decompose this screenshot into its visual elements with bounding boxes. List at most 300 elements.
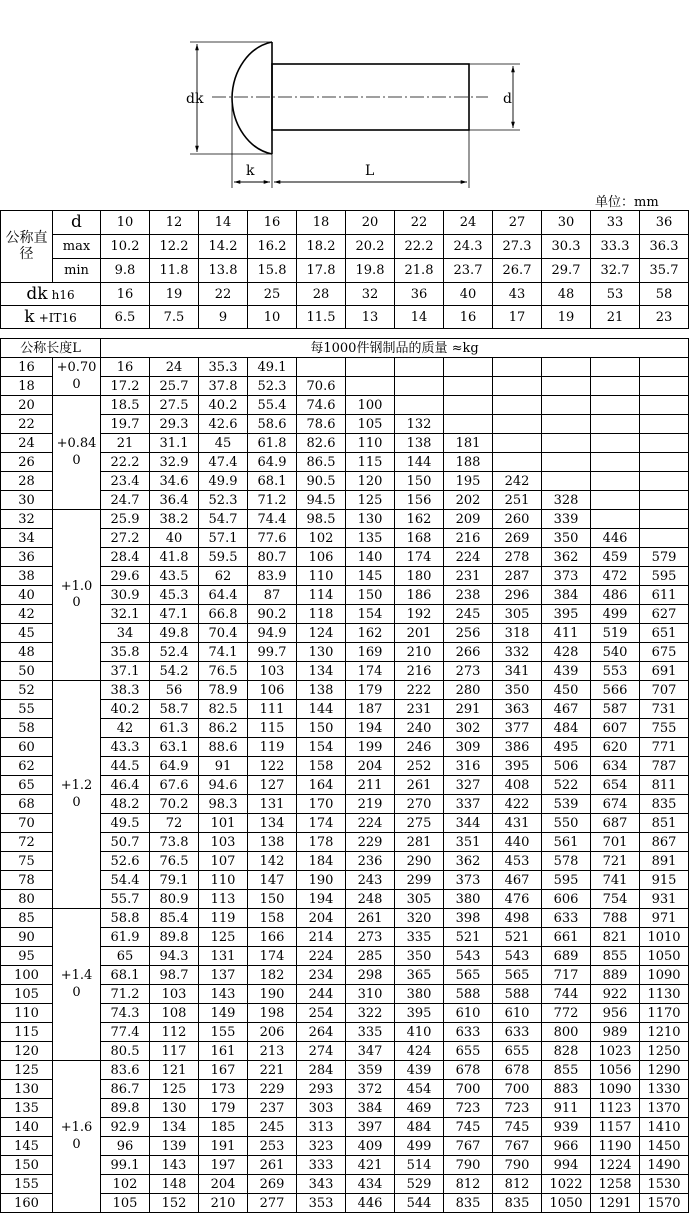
k-cell: 23	[640, 306, 689, 329]
mass-cell: 92.9	[101, 1118, 150, 1137]
mass-row	[1, 491, 689, 510]
mass-cell: 76.5	[199, 662, 248, 681]
mass-cell: 723	[493, 1099, 542, 1118]
mass-cell: 73.8	[150, 833, 199, 852]
mass-row	[1, 472, 689, 491]
min-cell: 23.7	[444, 259, 493, 283]
mass-cell: 1022	[542, 1175, 591, 1194]
mass-cell: 772	[542, 1004, 591, 1023]
length-cell: 95	[1, 947, 53, 966]
mass-cell: 499	[591, 605, 640, 624]
mass-cell: 654	[591, 776, 640, 795]
mass-cell: 264	[297, 1023, 346, 1042]
mass-cell: 127	[248, 776, 297, 795]
mass-cell: 291	[444, 700, 493, 719]
mass-cell: 280	[444, 681, 493, 700]
unit-label: 单位：mm	[595, 195, 659, 210]
mass-cell: 134	[248, 814, 297, 833]
mass-cell: 49.5	[101, 814, 150, 833]
mass-cell: 124	[297, 624, 346, 643]
mass-cell: 372	[346, 1080, 395, 1099]
row-max	[1, 235, 689, 259]
mass-row	[1, 738, 689, 757]
tolerance-line: 0	[72, 794, 81, 810]
d-label: d	[503, 91, 512, 107]
mass-cell: 144	[395, 453, 444, 472]
length-cell: 40	[1, 586, 53, 605]
mass-cell: 723	[444, 1099, 493, 1118]
mass-cell: 310	[346, 985, 395, 1004]
mass-cell: 633	[493, 1023, 542, 1042]
d-cell: 18	[297, 211, 346, 235]
mass-cell: 54.7	[199, 510, 248, 529]
mass-cell	[395, 358, 444, 377]
mass-cell: 117	[150, 1042, 199, 1061]
mass-cell: 544	[395, 1194, 444, 1213]
mass-row	[1, 1004, 689, 1023]
mass-row	[1, 643, 689, 662]
mass-cell: 213	[248, 1042, 297, 1061]
mass-row	[1, 1156, 689, 1175]
dk-cell: 22	[199, 283, 248, 306]
mass-cell: 244	[297, 985, 346, 1004]
mass-cell: 138	[297, 681, 346, 700]
mass-cell: 17.2	[101, 377, 150, 396]
mass-cell: 98.7	[150, 966, 199, 985]
mass-cell: 351	[444, 833, 493, 852]
mass-cell: 434	[346, 1175, 395, 1194]
d-cell: 36	[640, 211, 689, 235]
mass-cell: 285	[346, 947, 395, 966]
mass-cell: 143	[150, 1156, 199, 1175]
mass-cell: 100	[346, 396, 395, 415]
length-cell: 48	[1, 643, 53, 662]
mass-cell: 140	[346, 548, 395, 567]
max-cell: 18.2	[297, 235, 346, 259]
tolerance-line: 0	[72, 452, 81, 468]
mass-cell: 595	[640, 567, 689, 586]
mass-cell: 144	[297, 700, 346, 719]
mass-cell: 82.5	[199, 700, 248, 719]
mass-cell: 161	[199, 1042, 248, 1061]
mass-cell: 253	[248, 1137, 297, 1156]
mass-cell: 633	[542, 909, 591, 928]
length-tolerance-cell	[53, 510, 101, 681]
mass-cell: 243	[346, 871, 395, 890]
mass-cell: 353	[297, 1194, 346, 1213]
d-cell: 22	[395, 211, 444, 235]
dk-header	[1, 283, 101, 306]
mass-cell: 691	[640, 662, 689, 681]
length-cell: 24	[1, 434, 53, 453]
k-cell: 11.5	[297, 306, 346, 329]
mass-cell: 209	[444, 510, 493, 529]
mass-cell: 41.8	[150, 548, 199, 567]
dk-tolerance: h16	[51, 287, 75, 302]
mass-cell	[640, 377, 689, 396]
mass-cell: 595	[542, 871, 591, 890]
mass-cell: 152	[150, 1194, 199, 1213]
length-cell: 58	[1, 719, 53, 738]
mass-cell	[640, 529, 689, 548]
length-cell: 45	[1, 624, 53, 643]
length-cell: 115	[1, 1023, 53, 1042]
mass-cell: 90.2	[248, 605, 297, 624]
mass-cell: 197	[199, 1156, 248, 1175]
dk-cell: 58	[640, 283, 689, 306]
mass-cell: 58.7	[150, 700, 199, 719]
tolerance-line: +1.2	[60, 778, 93, 794]
mass-cell: 22.2	[101, 453, 150, 472]
mass-cell: 269	[248, 1175, 297, 1194]
mass-cell: 55.4	[248, 396, 297, 415]
dk-cell: 16	[101, 283, 150, 306]
mass-cell: 66.8	[199, 605, 248, 624]
mass-cell: 74.1	[199, 643, 248, 662]
mass-cell: 486	[591, 586, 640, 605]
nominal-diameter-header: 公称直径	[1, 211, 53, 283]
mass-cell: 237	[248, 1099, 297, 1118]
mass-cell: 1250	[640, 1042, 689, 1061]
mass-cell: 130	[346, 510, 395, 529]
length-cell: 100	[1, 966, 53, 985]
d-cell: 10	[101, 211, 150, 235]
mass-cell: 634	[591, 757, 640, 776]
d-cell: 20	[346, 211, 395, 235]
k-label: k	[246, 163, 255, 179]
mass-cell: 210	[199, 1194, 248, 1213]
tolerance-line: +0.70	[56, 360, 97, 376]
mass-cell: 620	[591, 738, 640, 757]
mass-cell: 521	[444, 928, 493, 947]
mass-cell: 377	[493, 719, 542, 738]
d-header: d	[53, 211, 101, 235]
mass-cell: 678	[493, 1061, 542, 1080]
mass-row	[1, 681, 689, 700]
mass-cell: 29.6	[101, 567, 150, 586]
mass-cell: 261	[395, 776, 444, 795]
mass-cell: 1010	[640, 928, 689, 947]
mass-cell: 611	[640, 586, 689, 605]
mass-cell: 43.5	[150, 567, 199, 586]
tolerance-line: +0.84	[56, 436, 97, 452]
mass-cell: 467	[493, 871, 542, 890]
mass-cell: 755	[640, 719, 689, 738]
mass-cell: 700	[444, 1080, 493, 1099]
mass-cell: 519	[591, 624, 640, 643]
mass-cell: 67.6	[150, 776, 199, 795]
row-k	[1, 306, 689, 329]
mass-cell: 132	[395, 415, 444, 434]
mass-cell: 293	[297, 1080, 346, 1099]
mass-cell: 187	[346, 700, 395, 719]
mass-cell: 380	[444, 890, 493, 909]
mass-cell: 186	[395, 586, 444, 605]
length-cell: 120	[1, 1042, 53, 1061]
mass-cell	[395, 396, 444, 415]
mass-cell: 77.6	[248, 529, 297, 548]
max-cell: 12.2	[150, 235, 199, 259]
max-cell: 22.2	[395, 235, 444, 259]
mass-cell: 506	[542, 757, 591, 776]
mass-cell: 32.9	[150, 453, 199, 472]
length-cell: 85	[1, 909, 53, 928]
k-cell: 17	[493, 306, 542, 329]
mass-row	[1, 814, 689, 833]
mass-cell: 52.3	[199, 491, 248, 510]
max-cell: 36.3	[640, 235, 689, 259]
mass-cell	[591, 472, 640, 491]
mass-cell: 64.9	[248, 453, 297, 472]
mass-cell: 155	[199, 1023, 248, 1042]
mass-cell	[640, 396, 689, 415]
mass-cell: 687	[591, 814, 640, 833]
dk-cell: 36	[395, 283, 444, 306]
length-header: 公称长度L	[1, 339, 101, 358]
length-cell: 65	[1, 776, 53, 795]
mass-cell: 260	[493, 510, 542, 529]
mass-cell: 52.4	[150, 643, 199, 662]
d-cell: 14	[199, 211, 248, 235]
mass-cell: 439	[542, 662, 591, 681]
mass-cell: 855	[542, 1061, 591, 1080]
mass-cell: 521	[493, 928, 542, 947]
mass-cell: 71.2	[101, 985, 150, 1004]
mass-cell	[346, 358, 395, 377]
mass-cell: 422	[493, 795, 542, 814]
mass-cell: 43.3	[101, 738, 150, 757]
mass-cell: 40.2	[101, 700, 150, 719]
dk-cell: 48	[542, 283, 591, 306]
mass-cell: 281	[395, 833, 444, 852]
mass-cell: 1410	[640, 1118, 689, 1137]
mass-cell: 77.4	[101, 1023, 150, 1042]
mass-cell: 439	[395, 1061, 444, 1080]
mass-cell: 1290	[640, 1061, 689, 1080]
mass-cell: 731	[640, 700, 689, 719]
mass-cell: 154	[346, 605, 395, 624]
length-cell: 62	[1, 757, 53, 776]
mass-cell: 363	[493, 700, 542, 719]
mass-cell: 64.4	[199, 586, 248, 605]
mass-cell: 49.9	[199, 472, 248, 491]
length-cell: 78	[1, 871, 53, 890]
mass-cell: 229	[248, 1080, 297, 1099]
mass-cell: 42	[101, 719, 150, 738]
mass-cell: 134	[297, 662, 346, 681]
mass-cell: 62	[199, 567, 248, 586]
mass-row	[1, 1061, 689, 1080]
mass-cell: 102	[101, 1175, 150, 1194]
mass-cell: 922	[591, 985, 640, 1004]
mass-row	[1, 434, 689, 453]
mass-cell: 40	[150, 529, 199, 548]
mass-cell: 19.7	[101, 415, 150, 434]
mass-cell: 800	[542, 1023, 591, 1042]
d-cell: 16	[248, 211, 297, 235]
max-cell: 14.2	[199, 235, 248, 259]
dk-cell: 25	[248, 283, 297, 306]
mass-cell	[591, 434, 640, 453]
max-cell: 24.3	[444, 235, 493, 259]
mass-cell: 112	[150, 1023, 199, 1042]
k-cell: 9	[199, 306, 248, 329]
tolerance-line: +1.4	[60, 968, 93, 984]
mass-cell	[640, 472, 689, 491]
mass-cell: 767	[493, 1137, 542, 1156]
mass-cell: 274	[297, 1042, 346, 1061]
dk-cell: 19	[150, 283, 199, 306]
mass-cell: 50.7	[101, 833, 150, 852]
mass-cell: 380	[395, 985, 444, 1004]
mass-cell: 655	[493, 1042, 542, 1061]
length-cell: 68	[1, 795, 53, 814]
mass-cell: 347	[346, 1042, 395, 1061]
mass-cell	[591, 358, 640, 377]
k-cell: 16	[444, 306, 493, 329]
mass-cell	[591, 453, 640, 472]
max-cell: 30.3	[542, 235, 591, 259]
mass-cell: 82.6	[297, 434, 346, 453]
mass-cell: 395	[542, 605, 591, 624]
mass-cell	[591, 396, 640, 415]
mass-cell: 655	[444, 1042, 493, 1061]
d-cell: 12	[150, 211, 199, 235]
mass-row	[1, 795, 689, 814]
mass-cell: 182	[248, 966, 297, 985]
mass-cell: 812	[444, 1175, 493, 1194]
mass-cell: 395	[493, 757, 542, 776]
mass-row	[1, 719, 689, 738]
mass-cell: 86.2	[199, 719, 248, 738]
mass-cell: 889	[591, 966, 640, 985]
mass-cell: 185	[199, 1118, 248, 1137]
mass-cell: 408	[493, 776, 542, 795]
min-cell: 21.8	[395, 259, 444, 283]
mass-cell: 202	[444, 491, 493, 510]
mass-cell: 578	[542, 852, 591, 871]
mass-row	[1, 586, 689, 605]
mass-cell: 328	[542, 491, 591, 510]
length-cell: 50	[1, 662, 53, 681]
mass-cell: 115	[248, 719, 297, 738]
length-cell: 34	[1, 529, 53, 548]
mass-cell: 1050	[542, 1194, 591, 1213]
mass-cell: 184	[297, 852, 346, 871]
mass-cell	[542, 472, 591, 491]
mass-cell: 211	[346, 776, 395, 795]
mass-cell: 305	[493, 605, 542, 624]
k-symbol: k	[24, 306, 35, 327]
tolerance-line: +1.0	[60, 578, 93, 594]
mass-cell: 88.6	[199, 738, 248, 757]
mass-cell	[591, 491, 640, 510]
mass-cell: 80.7	[248, 548, 297, 567]
mass-cell: 1370	[640, 1099, 689, 1118]
mass-cell	[542, 358, 591, 377]
mass-cell: 256	[444, 624, 493, 643]
mass-cell: 111	[248, 700, 297, 719]
mass-cell: 206	[248, 1023, 297, 1042]
k-cell: 21	[591, 306, 640, 329]
mass-cell: 446	[346, 1194, 395, 1213]
mass-row	[1, 396, 689, 415]
rivet-head-outline	[232, 42, 272, 154]
mass-cell: 335	[395, 928, 444, 947]
mass-cell: 454	[395, 1080, 444, 1099]
mass-cell: 298	[346, 966, 395, 985]
mass-cell: 318	[493, 624, 542, 643]
mass-row	[1, 947, 689, 966]
mass-cell: 216	[395, 662, 444, 681]
mass-cell: 83.6	[101, 1061, 150, 1080]
mass-cell: 971	[640, 909, 689, 928]
mass-cell	[395, 377, 444, 396]
mass-cell: 561	[542, 833, 591, 852]
mass-cell: 254	[297, 1004, 346, 1023]
mass-cell: 87	[248, 586, 297, 605]
mass-cell: 130	[297, 643, 346, 662]
mass-cell: 167	[199, 1061, 248, 1080]
mass-row	[1, 700, 689, 719]
mass-cell	[297, 358, 346, 377]
mass-cell: 45	[199, 434, 248, 453]
mass-cell: 811	[640, 776, 689, 795]
mass-cell: 994	[542, 1156, 591, 1175]
mass-row	[1, 852, 689, 871]
mass-cell: 54.4	[101, 871, 150, 890]
mass-cell: 56	[150, 681, 199, 700]
mass-cell: 32.1	[101, 605, 150, 624]
length-cell: 32	[1, 510, 53, 529]
mass-cell: 543	[493, 947, 542, 966]
mass-cell	[542, 415, 591, 434]
mass-cell: 299	[395, 871, 444, 890]
mass-cell: 303	[297, 1099, 346, 1118]
mass-cell: 106	[248, 681, 297, 700]
mass-cell: 94.3	[150, 947, 199, 966]
mass-cell	[591, 510, 640, 529]
mass-cell: 61.9	[101, 928, 150, 947]
mass-cell: 384	[542, 586, 591, 605]
mass-cell: 395	[395, 1004, 444, 1023]
mass-cell: 131	[248, 795, 297, 814]
mass-cell: 119	[248, 738, 297, 757]
mass-cell: 261	[346, 909, 395, 928]
length-tolerance-cell	[53, 681, 101, 909]
mass-cell: 1530	[640, 1175, 689, 1194]
length-cell: 26	[1, 453, 53, 472]
mass-cell: 148	[150, 1175, 199, 1194]
mass-cell: 248	[346, 890, 395, 909]
min-cell: 17.8	[297, 259, 346, 283]
mass-cell: 309	[444, 738, 493, 757]
mass-cell: 86.7	[101, 1080, 150, 1099]
mass-cell: 65	[101, 947, 150, 966]
mass-cell: 790	[493, 1156, 542, 1175]
mass-cell	[640, 358, 689, 377]
tolerance-line: 0	[72, 1136, 81, 1152]
mass-cell: 28.4	[101, 548, 150, 567]
mass-cell: 855	[591, 947, 640, 966]
mass-cell: 139	[150, 1137, 199, 1156]
length-cell: 150	[1, 1156, 53, 1175]
mass-cell: 106	[297, 548, 346, 567]
mass-cell: 633	[444, 1023, 493, 1042]
dk-symbol: dk	[26, 283, 48, 304]
dk-cell: 32	[346, 283, 395, 306]
mass-cell: 64.9	[150, 757, 199, 776]
